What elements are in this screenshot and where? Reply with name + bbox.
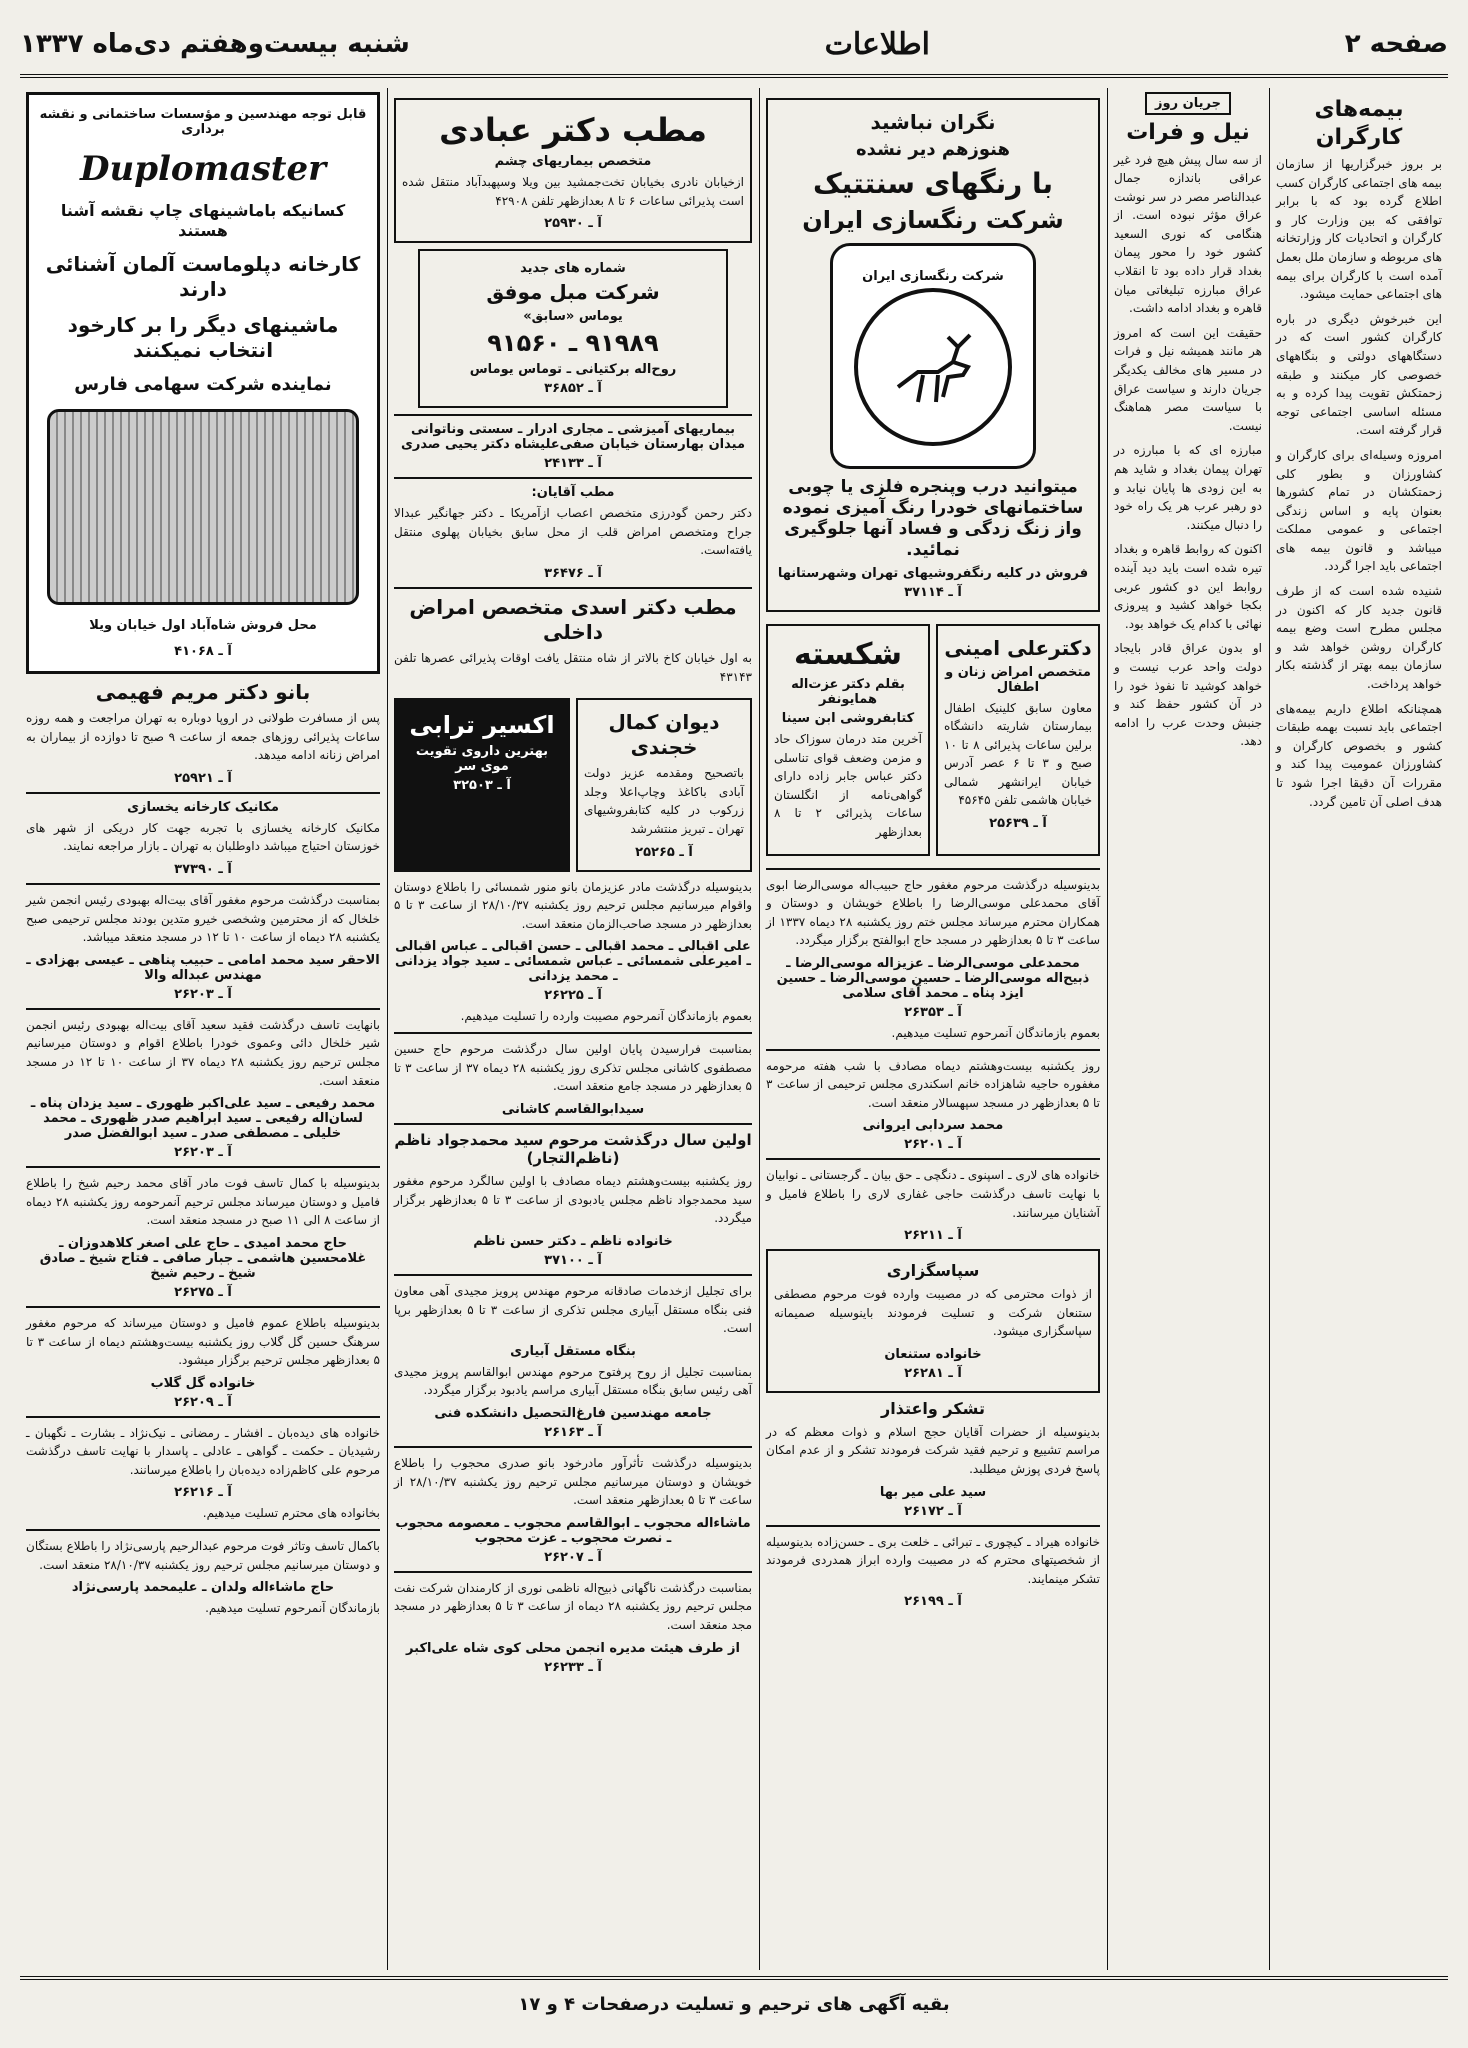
book-publisher: کتابفروشی ابن سینا <box>781 711 915 726</box>
obituary-signers: محمد رفیعی ـ سید علی‌اکبر ظهوری ـ سید یزدان پناه ـ لسان‌اله رفیعی ـ سید ابراهیم صدر ظهوری ـ محمد خلیلی ـ مصطفی صدر ـ سید ابوالفضل صدر <box>30 1096 376 1142</box>
divider <box>26 1306 380 1308</box>
ad-code: آ ـ ۲۵۹۲۱ <box>174 770 232 786</box>
obituary-title: اولین سال درگذشت مرحوم سید محمدجواد ناظم (ناظم‌التجار) <box>394 1130 752 1168</box>
divider <box>394 1032 752 1034</box>
article-body: بر بروز خبرگزاریها از سازمان بیمه های اجتماعی کارگران کسب اطلاع گرده بود که با برابر توافقی که بین وزارت کار و کارگران و اتحادیات کار وزارتخانه های مربوطه و سازمان ملل بعمل آمده است با کارگران برای بیمه های اجتماعی حمایت میشود. <box>1276 157 1442 302</box>
ad-body: باتصحیح ومقدمه عزیز دولت آبادی باکاغذ وچاپ‌اعلا وجلد زرکوب در کلیه کتابفروشیهای تهران ـ تبریز منتشرشد <box>584 766 744 836</box>
phone-numbers: ۹۱۹۸۹ ـ ۹۱۵۶۰ <box>487 329 659 358</box>
ad-body: معاون سابق کلینیک اطفال بیمارستان شاریته دانشگاه برلین ساعات پذیرائی ۸ تا ۱۰ صبح و ۳ تا ۶ عصر آدرس خیابان ایرانشهر شمالی خیابان هاشمی تلفن ۴۵۶۴۵ <box>944 700 1093 808</box>
obituary: بدینوسیله درگذشت تأثرآور مادرخود بانو صدری محجوب را باطلاع خویشان و دوستان میرسانیم مجلس ترحیم روز یکشنبه ۲۸/۱۰/۳۷ از ساعت ۳ تا ۵ بعدازظهر منعقد است. <box>394 1455 752 1508</box>
ad-line: کارخانه دپلوماست آلمان آشنائی دارند <box>45 252 361 302</box>
obituary-signers: علی اقبالی ـ محمد اقبالی ـ حسن اقبالی ـ عباس اقبالی ـ امیرعلی شمسائی ـ عباس شمسائی ـ سید جواد یزدانی ـ محمد یزدانی <box>395 939 751 985</box>
obituary-code: آ ـ ۳۷۱۰۰ <box>544 1252 602 1268</box>
obituary-signer: سیدابوالقاسم کاشانی <box>501 1101 645 1117</box>
obituary-code: آ ـ ۲۶۱۶۳ <box>544 1424 602 1440</box>
obituary-code: آ ـ ۲۶۲۲۵ <box>544 988 602 1004</box>
obituary-signer: حاج ماشاءاله ولدان ـ علیمحمد پارسی‌نژاد <box>71 1580 335 1596</box>
column-duplomaster-and-obits <box>20 88 386 1970</box>
divider <box>394 587 752 589</box>
ad-code: آ ـ ۲۵۹۳۰ <box>544 216 602 232</box>
ad-line: هنوزهم دیر نشده <box>856 139 1010 160</box>
ad-line: نگران نباشید <box>870 110 996 134</box>
company-former-name: یوماس «سابق» <box>523 309 623 325</box>
obituary: بدینوسیله باطلاع عموم فامیل و دوستان میرساند که مرحوم مغفور سرهنگ حسین گل گلاب روز یکشنبه بیست‌وهشتم دیماه از ساعت ۳ تا ۵ بعدازظهر مجلس ترحیم برگزار میشود. <box>26 1315 380 1368</box>
issue-date: شنبه بیست‌وهفتم دی‌ماه ۱۳۳۷ <box>20 29 410 59</box>
divider <box>26 792 380 794</box>
divider <box>26 1008 380 1010</box>
article-title: بیمه‌های کارگران <box>1314 97 1404 150</box>
thanks-title: تشکر واعتذار <box>881 1398 985 1418</box>
thanks-signer: سید علی میر بها <box>879 1484 987 1500</box>
obituary-signer: جامعه مهندسین فارغ‌التحصیل دانشکده فنی <box>434 1405 712 1421</box>
obituary-signer: بنگاه مستقل آبیاری <box>510 1343 636 1359</box>
obituary: روز یکشنبه بیست‌وهشتم دیماه مصادف با اولین سالگرد مرحوم مغفور سید محمدجواد ناظم مجلس یادبودی از ساعت ۳ تا ۵ بعدازظهر برگزار میگردد. <box>394 1174 753 1226</box>
obituary-tail: بعموم بازماندگان آنمرحوم مصیبت وارده را تسلیت میدهیم. <box>460 1009 752 1024</box>
notice-code: آ ـ ۲۶۲۸۱ <box>904 1365 962 1381</box>
obituary-code: آ ـ ۲۶۲۷۵ <box>174 1284 232 1300</box>
page-footer <box>20 1976 1448 2028</box>
doctor-ebadi-ad <box>394 98 752 243</box>
obituary-code: آ ـ ۲۶۲۰۱ <box>904 1137 962 1153</box>
ad-address: محل فروش شاه‌آباد اول خیابان ویلا <box>89 618 317 634</box>
article-body: مبارزه ای که با مبارزه در تهران پیمان بغداد و شاید هم به این زودی ها پایان نیابد و دو رهبر عرب هر یک راه خود را دنبال میکنند. <box>1114 443 1262 532</box>
notice-body: از ذوات محترمی که در مصیبت وارده فوت مرحوم مصطفی ستنعان شرکت و تسلیت فرمودند باینوسیله صمیمانه سپاسگزاری میشود. <box>774 1287 1092 1339</box>
ad-tagline: میتوانید درب وپنجره فلزی یا چوبی ساختمانهای خودرا رنگ آمیزی نموده واز زنگ زدگی و فساد آنها جلوگیری نمائید. <box>782 476 1084 561</box>
ad-code: آ ـ ۳۷۱۱۴ <box>904 584 962 600</box>
elixir-torabi-ad <box>394 698 570 871</box>
rubric-label: جریان روز <box>1145 92 1231 115</box>
ad-footer: فروش در کلیه رنگفروشیهای تهران وشهرستانها <box>777 565 1089 581</box>
can-label: شرکت رنگسازی ایران <box>862 269 1004 284</box>
obituary-code: آ ـ ۲۶۲۰۳ <box>174 986 232 1002</box>
obituary: بدینوسیله درگذشت مادر عزیزمان بانو منور شمسائی را باطلاع دوستان واقوام میرسانیم مجلس ترحیم روز یکشنبه ۲۸/۱۰/۳۷ از ساعت ۳ تا ۵ بعدازظهر در مسجد صاحب‌الزمان منعقد است. <box>394 879 753 931</box>
continuation-note: بقیه آگهی های ترحیم و تسلیت درصفحات ۴ و ۱۷ <box>518 1993 950 2015</box>
article-body: او بدون عراق قادر بایجاد دولت واحد عرب نیست و خواهد کوشید تا نفوذ خود را در آن کشور حفظ کند و جنبش وحدت عرب را ادامه دهد. <box>1114 641 1262 749</box>
furniture-company-ad <box>418 249 728 408</box>
obituary-tail: بعموم بازماندگان آنمرحوم تسلیت میدهیم. <box>891 1025 1100 1040</box>
doctor-fahimi-title: بانو دکتر مریم فهیمی <box>95 680 311 704</box>
company-owners: روح‌اله برکتیانی ـ توماس یوماس <box>469 362 677 378</box>
obituary: بدینوسیله با کمال تاسف فوت مادر آقای محمد رحیم شیخ را باطلاع فامیل و دوستان میرساند مجلس ترحیم آنمرحومه روز یکشنبه ۲۸ دیماه از ساعت ۸ الی ۱۱ صبح در مسجد منعقد است. <box>26 1176 380 1228</box>
obituary-code: آ ـ ۲۶۲۳۳ <box>544 1659 602 1675</box>
obituary: بانهایت تاسف درگذشت فقید سعید آقای بیت‌اله بهبودی رئیس انجمن شیر خلخال دائی وعموی خودرا باطلاع اقوام و دوستان میرسانیم مجلس ترحیم روز یکشنبه ۲۸ دیماه ۳۷ از ساعت ۱۰ تا ۱۲ در مسجد منعقد است. <box>26 1017 381 1088</box>
obituary-tail: بخانواده های محترم تسلیت میدهیم. <box>202 1506 380 1521</box>
obituary-code: آ ـ ۲۶۳۵۳ <box>904 1004 962 1020</box>
obituary-code: آ ـ ۲۶۲۱۱ <box>904 1228 962 1244</box>
ad-body: آخرین متد درمان سوزاک حاد و مزمن وضعف قوای تناسلی دکتر عباس جابر زاده دارای گواهی‌نامه از انگلستان ساعات پذیرائی ۲ تا ۸ بعدازظهر <box>774 732 923 839</box>
ad-code: آ ـ ۳۲۵۰۳ <box>453 778 511 794</box>
article-body: همچنانکه اطلاع داریم بیمه‌های اجتماعی باید نسبت بهمه طبقات کشور و بخصوص کارگران و کشاورزان عمومیت پیدا کند و مقررات آن دقیقا اجرا شود تا هدف اصلی آن تامین گردد. <box>1276 701 1442 809</box>
obituary-signer: محمد سردابی ایروانی <box>862 1118 1004 1134</box>
ad-code: آ ـ ۲۴۱۳۳ <box>544 456 602 472</box>
doctor-asadi-title: مطب دکتر اسدی متخصص امراض داخلی <box>409 594 737 644</box>
ad-code: آ ـ ۴۱۰۶۸ <box>174 644 232 659</box>
ad-body: دکتر رحمن گودرزی متخصص اعصاب ازآمریکا ـ دکتر جهانگیر عبدالا جراح ومتخصص امراض قلب از محل سابق بخیابان پهلوی منتقل یافته‌است. <box>394 506 752 558</box>
divider <box>394 1571 752 1573</box>
book-author: بقلم دکتر عزت‌اله همایونفر <box>791 677 905 707</box>
ad-agent: نماینده شرکت سهامی فارس <box>74 373 332 395</box>
job-ad-title: مکانیک کارخانه یخسازی <box>127 799 279 815</box>
book-title: دیوان کمال خجندی <box>608 710 720 760</box>
ad-title: مطب دکتر عبادی <box>439 111 707 149</box>
ad-code: آ ـ ۳۷۳۹۰ <box>174 861 232 877</box>
obituary-code: آ ـ ۲۶۲۱۶ <box>174 1485 232 1501</box>
obituary-signers: ماشاءاله محجوب ـ ابوالقاسم محجوب ـ معصومه محجوب ـ نصرت محجوب ـ عزت محجوب <box>395 1515 751 1546</box>
obituary-tail: بازماندگان آنمرحوم تسلیت میدهیم. <box>205 1601 380 1616</box>
article-title: نیل و فرات <box>1126 120 1250 145</box>
divider <box>26 1166 380 1168</box>
stag-logo <box>854 288 1012 446</box>
ad-specialty: متخصص بیماریهای چشم <box>494 154 652 169</box>
article-body: از سه سال پیش هیچ فرد غیر عراقی باندازه جمال عبدالناصر مصر در سر نوشت عراق مؤثر نبوده است. از هنگامی که نوری السعید کشور خود را محور پیمان بغداد قرار داده بود تا انقلاب عراق مبارزه تبلیغاتی میان قاهره و بغداد ادامه داشت. <box>1114 152 1262 316</box>
paint-ad <box>766 98 1100 612</box>
obituary: خانواده های دیده‌بان ـ افشار ـ رمضانی ـ نیک‌نژاد ـ بشارت ـ نگهبان ـ رشیدیان ـ حکمت ـ گواهی ـ عادلی ـ پاسدار با نهایت تاسف درگذشت مرحوم علی کاظم‌زاده دیده‌بان را باطلاع میرسانند. <box>26 1425 380 1477</box>
ad-body: ازخیابان نادری بخیابان تخت‌جمشید بین ویلا وسپهبدآباد منتقل شده است پذیرائی ساعات ۶ تا ۸ بعدازظهر تلفن ۴۲۹۰۸ <box>402 175 744 208</box>
page-header <box>20 14 1448 78</box>
divider <box>394 477 752 479</box>
obituary: باکمال تاسف وتاثر فوت مرحوم عبدالرحیم پارسی‌نژاد را باطلاع بستگان و دوستان میرسانیم مجلس ترحیم روز یکشنبه ۲۸/۱۰/۳۷ منعقد است. <box>26 1539 380 1572</box>
ad-title: مطب آقایان: <box>531 485 615 501</box>
obituary: بدینوسیله درگذشت مرحوم مغفور حاج حبیب‌اله موسی‌الرضا ابوی آقای محمدعلی موسی‌الرضا را باطلاع خویشان و دوستان و همکاران محترم میرساند مجلس ختم روز یکشنبه ۲۸ دیماه ۱۳۳۷ از ساعت ۳ تا ۵ بعدازظهر در مسجد حاج ابوالفتح برگزار میگردد. <box>766 877 1100 948</box>
ad-code: آ ـ ۳۶۴۷۶ <box>544 565 602 581</box>
divider <box>26 1529 380 1531</box>
obituary-signers: الاحقر سید محمد امامی ـ حبیب پناهی ـ عیسی بهزادی ـ مهندس عبداله والا <box>26 952 380 983</box>
ad-code: آ ـ ۳۶۸۵۲ <box>544 381 602 397</box>
ad-body: به اول خیابان کاخ بالاتر از شاه منتقل یافت اوقات پذیرائی عصرها تلفن ۴۳۱۴۳ <box>394 650 752 684</box>
ad-specialty: متخصص امراض زنان و اطفال <box>945 664 1091 695</box>
ad-company: شرکت رنگسازی ایران <box>802 205 1064 234</box>
article-body: امروزه وسیله‌ای برای کارگران و کشاورزان و بطور کلی زحمتکشان در تمام کشورها بعنوان پایه و اساس زندگی اجتماعی و عمومی مملکت میباشد و قانون بیمه های اجتماعی باید اجرا گردد. <box>1276 447 1442 574</box>
product-claim: بهترین داروی تقویت موی سر <box>415 744 549 775</box>
divider <box>394 414 752 416</box>
obituary: برای تجلیل ازخدمات صادقانه مرحوم مهندس پرویز مجیدی آهی معاون فنی بنگاه مستقل آبیاری مجلس تذکری از ساعت ۳ تا ۵ بعدازظهر برپا است. <box>394 1283 752 1336</box>
obituary-signer: خانواده گل گلاب <box>150 1375 256 1391</box>
divider <box>394 1274 752 1276</box>
divan-book-ad <box>576 698 752 871</box>
ad-body: پس از مسافرت طولانی در اروپا دوباره به تهران مراجعت و همه روزه ساعات پذیرائی روزهای جمعه از ساعت ۹ صبح تا دوازده از بیماران به امراض زنانه ادامه میدهد. <box>26 711 380 763</box>
ad-line: ماشینهای دیگر را بر کارخود انتخاب نمیکنند <box>67 313 339 362</box>
duplomaster-ad <box>26 92 380 674</box>
obituary-signers: محمدعلی موسی‌الرضا ـ عزیزاله موسی‌الرضا ـ ذبیح‌اله موسی‌الرضا ـ حسین موسی‌الرضا ـ حسین ایزد پناه ـ محمد آقای سلامی <box>776 955 1090 1001</box>
obituary: بمناسبت تجلیل از روح پرفتوح مرحوم مهندس ابوالقاسم پرویز مجیدی آهی رئیس سابق بنگاه مستقل آبیاری مراسم یادبود برگزار میگردد. <box>394 1364 752 1398</box>
article-body: این خبرخوش دیگری در باره کارگران کشور است که در دستگاههای دولتی و بنگاههای خصوصی کار میکنند و طبقه زحمتکش تقویت پیدا کرده و به مسئله اساسی اجتماعی توجه قرار گرفته است. <box>1276 311 1442 438</box>
divider <box>394 1123 752 1125</box>
paint-can-illustration <box>830 243 1036 469</box>
deer-icon <box>878 317 988 417</box>
article-body: شنیده شده است که از طرف قانون جدید کار که اکنون در مجلس مطرح است وضع بیمه کارگران روشن خواهد شد و سازمان بیمه بهتر از گذشته بکار خواهد پرداخت. <box>1276 584 1442 692</box>
book-title: شکسته <box>794 636 902 672</box>
doctor-amini-ad <box>936 624 1100 856</box>
ad-name: دکترعلی امینی <box>944 635 1092 660</box>
notice-signer: خانواده ستنعان <box>884 1346 982 1362</box>
clinic-ad: بیماریهای آمیزشی ـ مجاری ادرار ـ سستی وناتوانی میدان بهارستان خیابان صفی‌علیشاه دکتر یحیی صدری <box>400 422 746 453</box>
article-body: حقیقت این است که امروز هر مانند همیشه نیل و فرات در مسیر های مخالف یکدیگر جریان دارند و سیاست عراق با سیاست مصر هماهنگ نیست. <box>1114 325 1262 433</box>
divider <box>26 1416 380 1418</box>
column-doctor-ads <box>388 88 758 1970</box>
divider <box>394 1446 752 1448</box>
company-name: شرکت مبل موفق <box>486 280 660 305</box>
ad-headline: با رنگهای سنتتیک <box>812 166 1054 200</box>
obituary-signer: از طرف هیئت مدیره انجمن محلی کوی شاه علی‌اکبر <box>406 1640 740 1656</box>
ad-line: کسانیکه باماشینهای چاپ نقشه آشنا هستند <box>60 201 346 241</box>
product-name: اکسیر ترابی <box>409 711 555 740</box>
column-nile-euphrates <box>1108 88 1268 1970</box>
ad-code: آ ـ ۲۵۲۶۵ <box>635 844 693 860</box>
obituary: خانواده های لاری ـ اسپنوی ـ دنگچی ـ حق بیان ـ گرجستانی ـ نوابیان با نهایت تاسف درگذشت حاجی غفاری لاری را باطلاع فامیل و آشنایان میرسانند. <box>766 1168 1100 1220</box>
book-shekasteh-ad <box>766 624 930 856</box>
ad-intro: قابل توجه مهندسین و مؤسسات ساختمانی و نقشه برداری <box>39 107 367 137</box>
notice-title: سپاسگزاری <box>886 1261 980 1281</box>
thanks-code: آ ـ ۲۶۱۷۲ <box>904 1503 962 1519</box>
job-ad-body: مکانیک کارخانه یخسازی با تجربه جهت کار دریکی از شهر های خوزستان احتیاج میباشد داوطلبان به تهران ـ بازار مراجعه نمایند. <box>26 820 380 854</box>
obituary-code: آ ـ ۲۶۲۰۹ <box>174 1394 232 1410</box>
obituary-signers: حاج محمد امیدی ـ حاج علی اصغر کلاهدوزان ـ غلامحسین هاشمی ـ جبار صافی ـ فتاح شیخ ـ صادق شیخ ـ رحیم شیخ <box>39 1235 367 1281</box>
ad-title: شماره های جدید <box>520 261 626 277</box>
obituary: بمناسبت فرارسیدن پایان اولین سال درگذشت مرحوم حاج حسین مصطفوی کاشانی مجلس تذکری روز یکشنبه ۲۸ دیماه ۳۷ از ساعت ۳ تا ۵ بعدازظهر در مسجد جامع منعقد است. <box>394 1041 752 1094</box>
divider <box>766 1049 1100 1051</box>
obituary: بمناسبت درگذشت ناگهانی ذبیح‌اله ناظمی نوری از کارمندان شرکت نفت مجلس ترحیم روز یکشنبه ۲۸ دیماه از ساعت ۳ تا ۵ بعدازظهر در مسجد مجد منعقد است. <box>394 1580 753 1632</box>
ad-code: آ ـ ۲۵۶۳۹ <box>989 816 1047 832</box>
obituary-code: آ ـ ۲۶۱۹۹ <box>904 1594 962 1610</box>
brand-name: Duplomaster <box>80 148 326 189</box>
divider <box>26 883 380 885</box>
column-workers-insurance <box>1270 88 1448 1970</box>
divider <box>766 868 1100 870</box>
obituary: بمناسبت درگذشت مرحوم مغفور آقای بیت‌اله بهبودی رئیس انجمن شیر خلخال که از محترمین وشخصی خیرو متدین بودند مجلس ترحیمی صبح یکشنبه ۲۸ دیماه از ساعت ۱۰ تا ۱۲ در مسجد منعقد میباشد. <box>26 892 380 945</box>
obituary-code: آ ـ ۲۶۲۰۷ <box>544 1549 602 1565</box>
obituary-signer: خانواده ناظم ـ دکتر حسن ناظم <box>473 1233 673 1249</box>
column-ads-and-notices <box>760 88 1106 1970</box>
obituary: روز یکشنبه بیست‌وهشتم دیماه مصادف با شب هفته مرحومه مغفوره حاجیه شاهزاده خانم اسکندری مجلس ترحیمی از ساعت ۳ تا ۵ بعدازظهر در مسجد سپهسالار منعقد است. <box>766 1058 1100 1110</box>
page-number: صفحه ۲ <box>1344 29 1448 59</box>
divider <box>766 1158 1100 1160</box>
copy-machine-illustration <box>47 409 359 605</box>
obituary: خانواده هیراد ـ کیچوری ـ تبرائی ـ خلعت بری ـ حسن‌زاده بدینوسیله از شخصیتهای محترم که در مصیبت وارده ابراز همدردی فرمودند تشکر مینمایند. <box>766 1534 1100 1586</box>
masthead: اطلاعات <box>824 26 930 62</box>
divider <box>766 1525 1100 1527</box>
obituary-code: آ ـ ۲۶۲۰۳ <box>174 1145 232 1161</box>
article-body: اکنون که روابط قاهره و بغداد تیره شده است باید دید آینده روابط این دو کشور عربی بکجا خواهد کشید و پیروزی نهائی با کدام یک خواهد بود. <box>1114 542 1262 631</box>
gratitude-notice <box>766 1249 1100 1393</box>
thanks-body: بدینوسیله از حضرات آقایان حجج اسلام و ذوات معظم که در مراسم تشییع و ترحیم فقید شرکت فرمودند تشکر و از عدم امکان پاسخ فردی پوزش میطلبد. <box>766 1424 1100 1477</box>
